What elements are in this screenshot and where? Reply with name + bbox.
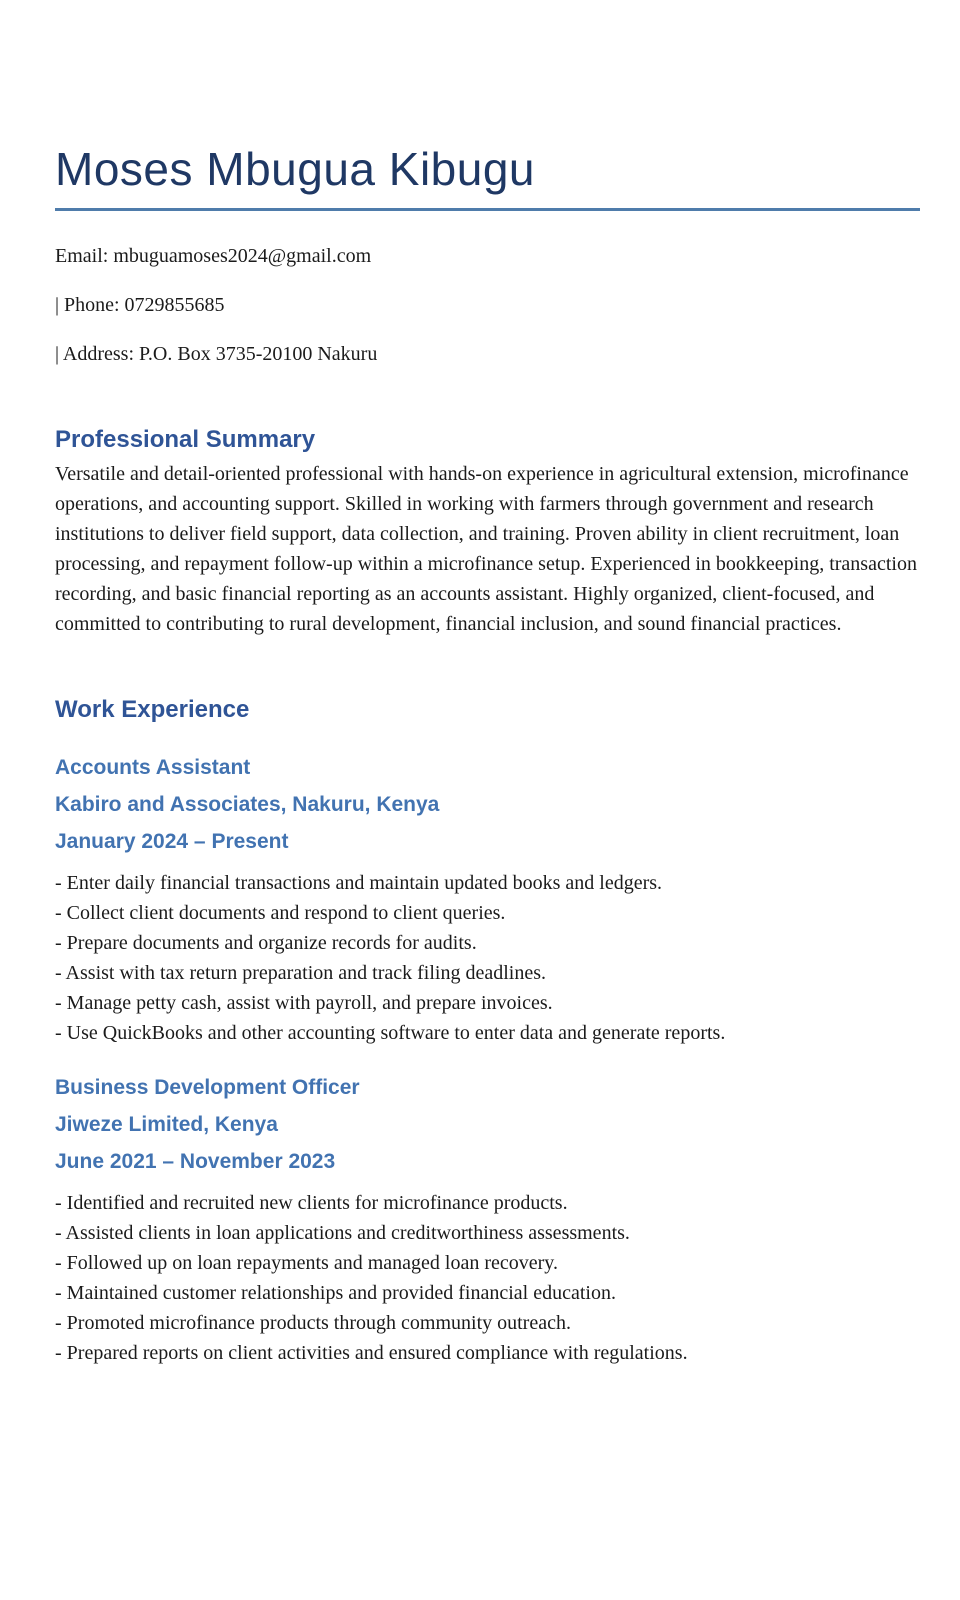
job-bullet-list	[55, 1188, 918, 1368]
contact-email: Email: mbuguamoses2024@gmail.com	[55, 245, 372, 267]
job-entry-business-development-officer	[55, 1075, 918, 1368]
contact-block	[55, 245, 918, 366]
section-heading-professional-summary: Professional Summary	[55, 426, 316, 453]
job-bullet: - Enter daily financial transactions and maintain updated books and ledgers.	[55, 872, 663, 894]
job-bullet: - Maintained customer relationships and provided financial education.	[55, 1282, 616, 1304]
job-bullet: - Followed up on loan repayments and managed loan recovery.	[55, 1252, 558, 1274]
job-title: Business Development Officer	[55, 1076, 360, 1099]
job-bullet: - Prepared reports on client activities and ensured compliance with regulations.	[55, 1342, 688, 1364]
section-heading-work-experience: Work Experience	[55, 696, 250, 723]
professional-summary-text: Versatile and detail-oriented professional with hands-on experience in agricultural extension, microfinance operations, and accounting support. Skilled in working with farmers through government and research institutions to deliver field support, data collection, and training. Proven ability in client recruitment, loan processing, and repayment follow-up within a microfinance setup. Experienced in bookkeeping, transaction recording, and basic financial reporting as an accounts assistant. Highly organized, client-focused, and committed to contributing to rural development, financial inclusion, and sound financial practices.	[55, 463, 917, 635]
job-bullet: - Manage petty cash, assist with payroll, and prepare invoices.	[55, 992, 553, 1014]
job-dates: June 2021 – November 2023	[55, 1150, 336, 1173]
contact-phone: | Phone: 0729855685	[55, 294, 225, 316]
job-bullet-list	[55, 868, 918, 1048]
job-bullet: - Assist with tax return preparation and track filing deadlines.	[55, 962, 546, 984]
job-entry-accounts-assistant	[55, 755, 918, 1048]
job-bullet: - Collect client documents and respond to client queries.	[55, 902, 506, 924]
job-bullet: - Prepare documents and organize records for audits.	[55, 932, 477, 954]
job-company: Jiweze Limited, Kenya	[55, 1113, 278, 1136]
job-dates: January 2024 – Present	[55, 830, 289, 853]
page-title: Moses Mbugua Kibugu	[55, 143, 536, 195]
job-bullet: - Assisted clients in loan applications and creditworthiness assessments.	[55, 1222, 630, 1244]
job-bullet: - Identified and recruited new clients for microfinance products.	[55, 1192, 568, 1214]
job-company: Kabiro and Associates, Nakuru, Kenya	[55, 793, 440, 816]
title-divider	[55, 208, 920, 211]
job-bullet: - Promoted microfinance products through community outreach.	[55, 1312, 571, 1334]
contact-address: | Address: P.O. Box 3735-20100 Nakuru	[55, 343, 378, 365]
job-bullet: - Use QuickBooks and other accounting software to enter data and generate reports.	[55, 1022, 726, 1044]
job-title: Accounts Assistant	[55, 756, 251, 779]
